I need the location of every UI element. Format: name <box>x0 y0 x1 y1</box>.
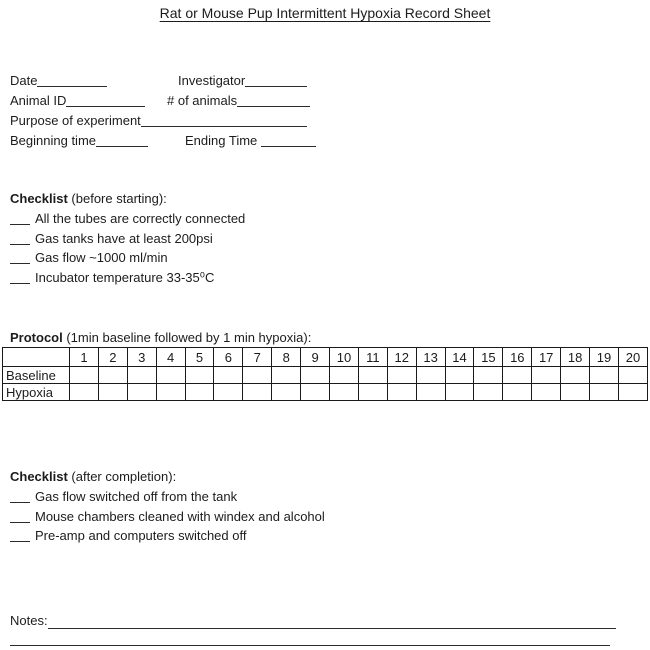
checklist-before-heading <box>10 189 245 209</box>
beginning-time-label: Beginning time <box>10 133 96 148</box>
data-cell <box>98 367 127 384</box>
protocol-heading <box>10 328 311 347</box>
ending-time-field <box>185 131 316 151</box>
checkbox-blank <box>10 211 30 225</box>
column-header-9: 9 <box>301 348 330 367</box>
data-cell <box>445 384 474 401</box>
notes-blank-line-2 <box>10 638 610 646</box>
date-label: Date <box>10 73 38 88</box>
data-cell <box>590 367 619 384</box>
data-cell <box>561 384 590 401</box>
column-header-17: 17 <box>532 348 561 367</box>
checklist-item <box>10 229 245 249</box>
column-header-3: 3 <box>127 348 156 367</box>
notes-label: Notes: <box>10 613 48 628</box>
data-cell <box>127 367 156 384</box>
column-header-6: 6 <box>214 348 243 367</box>
data-cell <box>70 367 99 384</box>
data-cell <box>98 384 127 401</box>
protocol-heading-bold: Protocol <box>10 330 63 345</box>
data-cell <box>474 384 503 401</box>
checklist-item-text: Gas tanks have at least 200psi <box>35 230 213 246</box>
animal-id-label: Animal ID <box>10 93 67 108</box>
data-cell <box>214 367 243 384</box>
checklist-item-text: Gas flow switched off from the tank <box>35 489 238 504</box>
header-fields <box>10 71 640 151</box>
checklist-item <box>10 209 245 229</box>
num-animals-blank <box>237 93 310 107</box>
data-cell <box>330 367 359 384</box>
data-cell <box>70 384 99 401</box>
data-cell <box>185 384 214 401</box>
data-cell <box>272 367 301 384</box>
data-cell <box>272 384 301 401</box>
column-header-8: 8 <box>272 348 301 367</box>
ending-time-label: Ending Time <box>185 133 258 148</box>
checklist-item-text: Gas flow ~1000 ml/min <box>35 250 168 266</box>
data-cell <box>618 367 647 384</box>
data-cell <box>416 367 445 384</box>
investigator-field <box>178 71 307 91</box>
protocol-heading-rest: (1min baseline followed by 1 min hypoxia): <box>62 330 312 345</box>
data-cell <box>358 367 387 384</box>
field-row-animal-id <box>10 91 640 111</box>
column-header-10: 10 <box>330 348 359 367</box>
checkbox-blank <box>10 250 30 264</box>
checklist-item <box>10 487 325 507</box>
data-cell <box>416 384 445 401</box>
notes-field <box>10 611 616 631</box>
data-cell <box>214 384 243 401</box>
animal-id-blank <box>66 93 145 107</box>
data-cell <box>445 367 474 384</box>
row-label-hypoxia: Hypoxia <box>3 384 70 401</box>
checklist-after-heading-bold: Checklist <box>10 469 68 484</box>
data-cell <box>503 367 532 384</box>
column-header-2: 2 <box>98 348 127 367</box>
data-cell <box>503 384 532 401</box>
checkbox-blank <box>10 231 30 245</box>
beginning-time-blank <box>96 133 148 147</box>
date-blank <box>37 73 107 87</box>
purpose-label: Purpose of experiment <box>10 113 141 128</box>
data-cell <box>532 367 561 384</box>
checklist-item-text: Incubator temperature 33-35⁰C <box>35 269 215 285</box>
investigator-label: Investigator <box>178 73 246 88</box>
column-header-15: 15 <box>474 348 503 367</box>
data-cell <box>358 384 387 401</box>
checklist-item-text: All the tubes are correctly connected <box>35 211 246 226</box>
investigator-blank <box>245 73 307 87</box>
data-cell <box>243 384 272 401</box>
data-cell <box>474 367 503 384</box>
column-header-7: 7 <box>243 348 272 367</box>
data-cell <box>387 384 416 401</box>
checklist-after-completion <box>10 467 325 546</box>
column-header-12: 12 <box>387 348 416 367</box>
data-cell <box>532 384 561 401</box>
column-header-18: 18 <box>561 348 590 367</box>
field-row-times <box>10 131 640 151</box>
checklist-after-heading-rest: (after completion): <box>67 469 177 484</box>
column-header-11: 11 <box>358 348 387 367</box>
data-cell <box>243 367 272 384</box>
data-cell <box>185 367 214 384</box>
checklist-item-text: Mouse chambers cleaned with windex and alcohol <box>35 508 325 524</box>
data-cell <box>156 367 185 384</box>
row-label-baseline: Baseline <box>3 367 70 384</box>
checklist-before-heading-rest: (before starting): <box>67 191 167 206</box>
checklist-item <box>10 507 325 527</box>
field-row-purpose <box>10 111 640 131</box>
data-cell <box>156 384 185 401</box>
checklist-before-heading-bold: Checklist <box>10 191 68 206</box>
data-cell <box>301 384 330 401</box>
checkbox-blank <box>10 509 30 523</box>
checkbox-blank <box>10 270 30 284</box>
data-cell <box>330 384 359 401</box>
purpose-blank <box>141 113 307 127</box>
checklist-after-heading <box>10 467 325 487</box>
column-header-16: 16 <box>503 348 532 367</box>
checkbox-blank <box>10 528 30 542</box>
checkbox-blank <box>10 489 30 503</box>
data-cell <box>127 384 156 401</box>
data-cell <box>561 367 590 384</box>
table-row-hypoxia <box>3 384 648 401</box>
column-header-14: 14 <box>445 348 474 367</box>
checklist-before-starting <box>10 189 245 287</box>
column-header-20: 20 <box>618 348 647 367</box>
data-cell <box>590 384 619 401</box>
column-header-19: 19 <box>590 348 619 367</box>
column-header-1: 1 <box>70 348 99 367</box>
data-cell <box>301 367 330 384</box>
checklist-item <box>10 248 245 268</box>
column-header-13: 13 <box>416 348 445 367</box>
field-row-date-investigator <box>10 71 640 91</box>
table-corner-cell <box>3 348 70 367</box>
page-title: Rat or Mouse Pup Intermittent Hypoxia Record Sheet <box>159 5 491 21</box>
data-cell <box>387 367 416 384</box>
checklist-item-text: Pre-amp and computers switched off <box>35 528 247 544</box>
protocol-table <box>2 347 648 401</box>
notes-blank-line-1 <box>48 611 616 629</box>
checklist-item <box>10 526 325 546</box>
column-header-4: 4 <box>156 348 185 367</box>
ending-time-blank <box>261 133 316 147</box>
data-cell <box>618 384 647 401</box>
num-animals-field <box>167 91 310 111</box>
table-row-baseline <box>3 367 648 384</box>
num-animals-label: # of animals <box>167 93 238 108</box>
column-header-5: 5 <box>185 348 214 367</box>
checklist-item <box>10 268 245 288</box>
